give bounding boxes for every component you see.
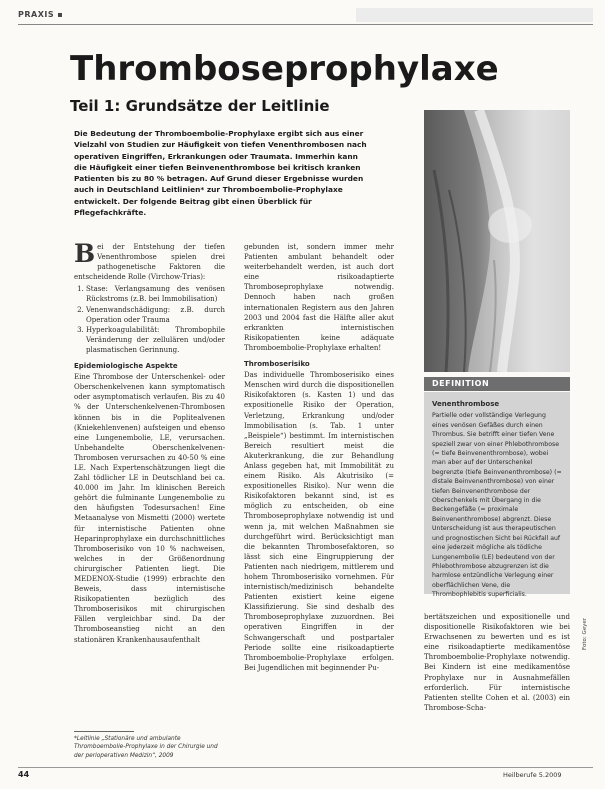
leg-photo-drawing [424, 110, 570, 372]
footer-rule [18, 767, 593, 768]
section-label: PRAXIS ▪ [18, 10, 64, 19]
col3-body: bertätszeichen und expositionelle und dispositionelle Risikofaktoren wie bei Erwachsenen zu bewerten und es ist eine risikoadaptierte medikamentöse Thromboembolie-Prophylaxe notwendig. Bei Kindern ist eine medikamentöse Prophylaxe nur in Ausnahmefällen erforderlich. Für internistische Patienten stellte Cohen et al. (2003) ein Thrombose-Scha- [424, 613, 570, 712]
header-rule [18, 24, 593, 25]
virchow-list [74, 284, 225, 355]
definition-header: DEFINITION [424, 377, 570, 391]
dropcap: B [74, 239, 96, 268]
list-item: 1. Stase: Verlangsamung des venösen Rückstroms (z.B. bei Immobilisation) [86, 284, 225, 304]
definition-term: Venenthrombose [432, 400, 500, 408]
list-item: 2. Venenwandschädigung: z.B. durch Operation oder Trauma [86, 305, 225, 325]
footnote-rule [74, 731, 134, 732]
section-heading-epidemiology: Epidemiologische Aspekte [74, 362, 178, 371]
article-lead: Die Bedeutung der Thromboembolie-Prophylaxe ergibt sich aus einer Vielzahl von Studien zur Häufigkeit von tiefen Venenthrombosen nach operativen Eingriffen, Erkrankungen oder Traumata. Immerhin kann die Häufigkeit einer tiefen Beinvenenthrombose bei kritisch kranken Patienten bis zu 80 % betragen. Auf Grund dieser Ergebnisse wurden auch in Deutschland Leitlinien* zur Thromboembolie-Prophylaxe entwickelt. Der folgende Beitrag gibt einen Überblick für Pflegefachkräfte. [74, 129, 367, 218]
page-number: 44 [18, 770, 30, 779]
column-3 [424, 612, 570, 713]
article-title: Thromboseprophylaxe [70, 49, 499, 89]
col2-body-2: Das individuelle Thromboserisiko eines Menschen wird durch die dispositionellen Risikofaktoren (s. Kasten 1) und das expositionelle Risiko der Operation, Verletzung, Erkrankung und/oder Immobilisation (s. Tab. 1 unter „Beispiele“) bestimmt. Im internistischen Bereich resultiert meist die Akuterkrankung, die zur Behandlung Anlass gegeben hat, mit Immobilität zu einem Risiko. Als Akutrisiko (= expositionelles Risiko). Nur wenn die Risikofaktoren bekannt sind, ist es möglich zu entscheiden, ob eine Thromboseprophylaxe notwendig ist und wenn ja, mit welchen Maßnahmen sie durchgeführt wird. Berücksichtigt man die bekannten Thrombosefaktoren, so lässt sich eine Eingruppierung der Patienten nach niedrigem, mittlerem und hohem Thromboserisiko vornehmen. Für internistisch/medizinisch behandelte Patienten existiert keine eigene Klassifizierung. Sie sind deshalb des Thromboseprophylaxe zuzuordnen. Bei operativen Eingriffen in der Schwangerschaft und postpartaler Periode sollte eine risikoadaptierte Thromboembolie-Prophylaxe erfolgen. Bei Jugendlichen mit beginnender Pu- [244, 371, 394, 672]
photo-credit: Foto: Geyer [582, 618, 588, 651]
col2-body-1: gebunden ist, sondern immer mehr Patienten ambulant behandelt oder weiterbehandelt werden, ist auch dort eine risikoadaptierte Thromboseprophylaxe notwendig. Dennoch haben nach großen internationalen Registern aus den Jahren 2003 und 2004 fast die Hälfte aller akut erkrankten internistischen Risikopatienten keine adäquate Thromboembolie-Prophylaxe erhalten! [244, 243, 394, 352]
list-item: 3. Hyperkoagulabilität: Thrombophile Veränderung der zellulären und/oder plasmatischen Gerinnung. [86, 325, 225, 355]
header-strip [356, 8, 593, 22]
leg-photo [424, 110, 570, 372]
journal-name: Heilberufe 5.2009 [503, 771, 562, 779]
col1-body: Eine Thrombose der Unterschenkel- oder Oberschenkelvenen kann symptomatisch oder asymptomatisch verlaufen. Bis zu 40 % der Unterschenkelvenen-Thrombosen können bis in die Poplitealvenen (Kniekehlenvenen) aufsteigen und ebenso eine Lungenembolie, LE, verursachen. Unbehandelte Oberschenkelvenen-Thrombosen verursachen zu 40-50 % eine LE. Nach Expertenschätzungen liegt die Zahl tödlicher LE in Deutschland bei ca. 40.000 im Jahr. Im klinischen Bereich gehört die fulminante Lungenembolie zu den häufigsten Todesursachen! Eine Metaanalyse von Mismetti (2000) wertete für internistische Patienten ohne Heparinprophylaxe ein durchschnittliches Thromboserisiko von 10 % nachweisen, welches in der Größenordnung chirurgischer Patienten liegt. Die MEDENOX-Studie (1999) erbrachte den Beweis, dass internistische Risikopatienten bezüglich des Thromboserisikos mit chirurgischen Fällen vergleichbar sind. Da der Thromboseanstieg nicht an den stationären Krankenhausaufenthalt [74, 373, 225, 644]
column-1 [74, 239, 225, 645]
article-subtitle: Teil 1: Grundsätze der Leitlinie [70, 97, 330, 115]
definition-box [424, 392, 570, 599]
column-2 [244, 242, 394, 673]
footnote: *Leitlinie „Stationäre und ambulante Thromboembolie-Prophylaxe in der Chirurgie und der perioperativen Medizin“, 2009 [74, 736, 218, 759]
section-heading-risk: Thromboserisiko [244, 360, 310, 369]
definition-text: Partielle oder vollständige Verlegung eines venösen Gefäßes durch einen Thrombus. Sie betrifft einer tiefen Vene speziell zwar von einer Phlebothrombose (= tiefe Beinvenenthrombose), wobei man aber auf der Unterschenkel begrenzte (tiefe Beinvenenthrombose) (= distale Beinvenenthrombose) von einer tiefen Beinvenenthrombose der Oberschenkels mit Übergang in die Beckengefäße (= proximale Beinvenenthrombose) abgrenzt. Diese Unterscheidung ist aus therapeutischen und prognostischen Sicht bei Rückfall auf eine jederzeit mögliche als tödliche Lungenembolie (LE) bedeutend von der Phlebothrombose abzugrenzen ist die harmlose entzündliche Verlegung einer oberflächlichen Vene, die Thrombophlebitis superficialis. [432, 412, 562, 599]
col1-intro: ei der Entstehung der tiefen Venenthrombose spielen drei pathogenetische Faktoren die entscheidende Rolle (Virchow-Trias): [74, 243, 225, 282]
